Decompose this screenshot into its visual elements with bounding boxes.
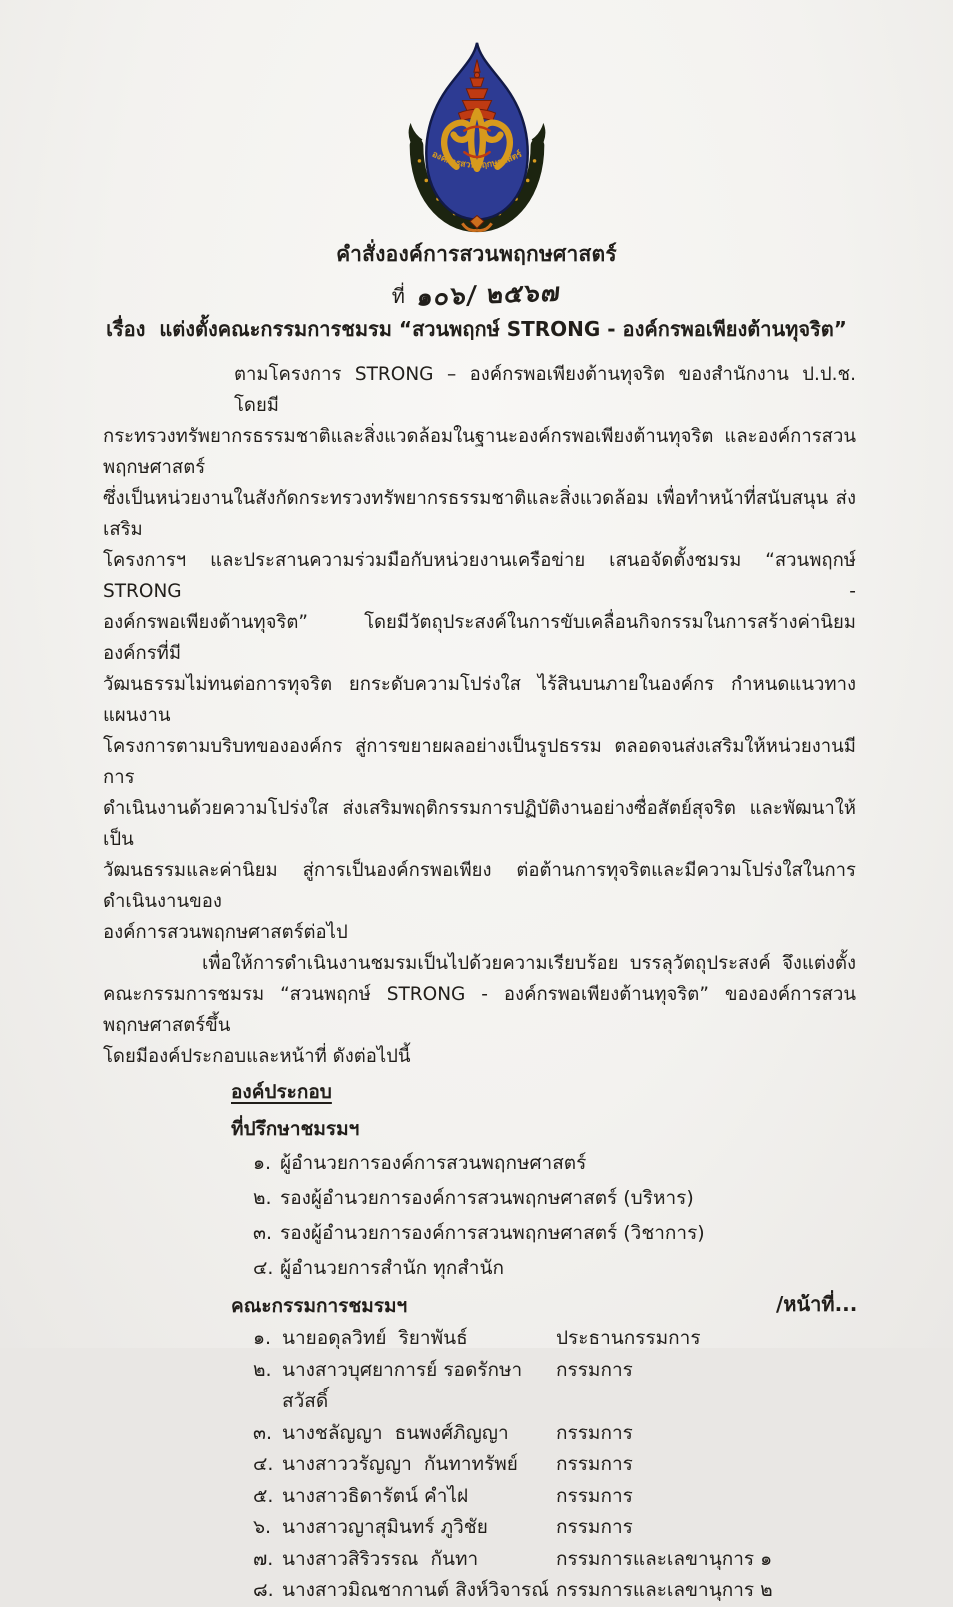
advisor-text: ผู้อำนวยการสำนัก ทุกสำนัก — [280, 1257, 504, 1279]
committee-row — [103, 1449, 856, 1481]
committee-number: ๕. — [253, 1484, 274, 1507]
committee-number: ๖. — [253, 1516, 272, 1538]
paragraph — [103, 359, 856, 948]
committee-name: นางสาวสิริวรรณ กันทา — [282, 1547, 479, 1570]
committee-name: นางสาวมิณชากานต์ สิงห์วิจารณ์ — [282, 1579, 549, 1601]
committee-row — [103, 1512, 856, 1544]
committee-name: นางสาวธิดารัตน์ คำไฝ — [282, 1484, 469, 1507]
paragraph-line: เพื่อให้การดำเนินงานชมรมเป็นไปด้วยความเรียบร้อย บรรลุวัตถุประสงค์ จึงแต่งตั้ง — [202, 953, 856, 974]
committee-heading: คณะกรรมการชมรมฯ — [231, 1295, 408, 1317]
committee-number: ๒. — [253, 1358, 272, 1381]
committee-number: ๔. — [253, 1453, 274, 1475]
advisor-item — [103, 1181, 856, 1216]
paragraph-line: ตามโครงการ STRONG – องค์กรพอเพียงต้านทุจริต ของสำนักงาน ป.ป.ช. โดยมี — [234, 364, 856, 416]
committee-number: ๘. — [253, 1579, 274, 1601]
advisor-text: รองผู้อำนวยการองค์การสวนพฤกษศาสตร์ (บริหาร) — [280, 1187, 694, 1209]
advisors-heading: ที่ปรึกษาชมรมฯ — [231, 1118, 360, 1140]
committee-name: นางชลัญญา ธนพงศ์ภิญญา — [282, 1421, 509, 1444]
paragraph-line: องค์กรพอเพียงต้านทุจริต” โดยมีวัตถุประสงค์ในการขับเคลื่อนกิจกรรมในการสร้างค่านิยมองค์กรที่มี — [103, 612, 856, 664]
paragraph-line: โดยมีองค์ประกอบและหน้าที่ ดังต่อไปนี้ — [103, 1046, 411, 1067]
committee-number: ๓. — [253, 1421, 273, 1444]
advisor-item — [103, 1146, 856, 1181]
order-title: คำสั่งองค์การสวนพฤกษศาสตร์ — [336, 242, 617, 266]
paragraphs — [103, 359, 856, 1072]
committee-role: กรรมการ — [556, 1516, 633, 1538]
committee-role: กรรมการและเลขานุการ ๑ — [556, 1547, 773, 1570]
committee-number: ๑. — [253, 1327, 272, 1349]
order-subject: เรื่อง แต่งตั้งคณะกรรมการชมรม “สวนพฤกษ์ STRONG - องค์กรพอเพียงต้านทุจริต” — [106, 317, 847, 341]
advisors-list — [103, 1146, 856, 1286]
paragraph-line: โครงการฯ และประสานความร่วมมือกับหน่วยงานเครือข่าย เสนอจัดตั้งชมรม “สวนพฤกษ์ STRONG - — [103, 550, 856, 602]
order-number-handwritten: ๑๐๖/ ๒๕๖๗ — [416, 277, 563, 312]
composition-heading — [103, 1075, 856, 1109]
committee-row — [103, 1355, 856, 1418]
seal-caption-text: องค์การสวนพฤกษศาสตร์ — [429, 149, 524, 171]
committee-name: นายอดุลวิทย์ ริยาพันธ์ — [282, 1327, 468, 1349]
committee-role: ประธานกรรมการ — [556, 1327, 701, 1349]
advisor-item — [103, 1251, 856, 1286]
order-number-line — [0, 275, 953, 312]
committee-role: กรรมการและเลขานุการ ๒ — [556, 1579, 773, 1601]
paragraph-line: โครงการตามบริบทขององค์กร สู่การขยายผลอย่างเป็นรูปธรรม ตลอดจนส่งเสริมให้หน่วยงานมีการ — [103, 736, 856, 788]
paragraph-line: กระทรวงทรัพยากรธรรมชาติและสิ่งแวดล้อมในฐานะองค์กรพอเพียงต้านทุจริต และองค์การสวนพฤกษศาสตร์ — [103, 426, 856, 478]
committee-row — [103, 1575, 856, 1607]
committee-number: ๗. — [253, 1547, 274, 1570]
advisor-number: ๑. — [253, 1152, 272, 1174]
committee-role: กรรมการ — [556, 1421, 633, 1444]
advisor-text: รองผู้อำนวยการองค์การสวนพฤกษศาสตร์ (วิชาการ) — [280, 1222, 705, 1244]
paragraph-line: คณะกรรมการชมรม “สวนพฤกษ์ STRONG - องค์กรพอเพียงต้านทุจริต” ขององค์การสวนพฤกษศาสตร์ขึ้น — [103, 984, 856, 1036]
advisor-number: ๔. — [253, 1257, 274, 1279]
order-number-prefix: ที่ — [391, 284, 405, 308]
committee-name: นางสาววรัญญา กันทาทรัพย์ — [282, 1453, 518, 1475]
committee-role: กรรมการ — [556, 1453, 633, 1475]
committee-row — [103, 1418, 856, 1450]
organization-seal-logo — [392, 38, 562, 238]
paragraph — [103, 948, 856, 1072]
paragraph-line: วัฒนธรรมและค่านิยม สู่การเป็นองค์กรพอเพียง ต่อต้านการทุจริตและมีความโปร่งใสในการดำเนินงานของ — [103, 860, 856, 912]
paragraph-line: ดำเนินงานด้วยความโปร่งใส ส่งเสริมพฤติกรรมการปฏิบัติงานอย่างซื่อสัตย์สุจริต และพัฒนาให้เป็น — [103, 798, 856, 850]
committee-role: กรรมการ — [556, 1358, 633, 1381]
page-continuation-marker: /หน้าที่... — [776, 1292, 858, 1316]
advisor-item — [103, 1216, 856, 1251]
committee-list — [103, 1323, 856, 1607]
committee-row — [103, 1544, 856, 1576]
advisor-text: ผู้อำนวยการองค์การสวนพฤกษศาสตร์ — [280, 1152, 587, 1174]
committee-role: กรรมการ — [556, 1484, 633, 1507]
committee-row — [103, 1323, 856, 1355]
document-header — [0, 238, 953, 345]
document-body — [103, 359, 856, 1607]
committee-name: นางสาวบุศยาการย์ รอดรักษาสวัสดิ์ — [282, 1358, 523, 1412]
paragraph-line: วัฒนธรรมไม่ทนต่อการทุจริต ยกระดับความโปร่งใส ไร้สินบนภายในองค์กร กำหนดแนวทางแผนงาน — [103, 674, 856, 726]
committee-row — [103, 1481, 856, 1513]
committee-name: นางสาวญาสุมินทร์ ภูวิชัย — [282, 1516, 488, 1538]
paragraph-line: ซึ่งเป็นหน่วยงานในสังกัดกระทรวงทรัพยากรธรรมชาติและสิ่งแวดล้อม เพื่อทำหน้าที่สนับสนุน ส่งเสริม — [103, 488, 856, 540]
advisor-number: ๒. — [253, 1187, 272, 1209]
paragraph-line: องค์การสวนพฤกษศาสตร์ต่อไป — [103, 922, 348, 943]
composition-heading-label: องค์ประกอบ — [231, 1081, 332, 1103]
advisor-number: ๓. — [253, 1222, 273, 1244]
seal-drop-emblem-icon — [392, 38, 562, 238]
